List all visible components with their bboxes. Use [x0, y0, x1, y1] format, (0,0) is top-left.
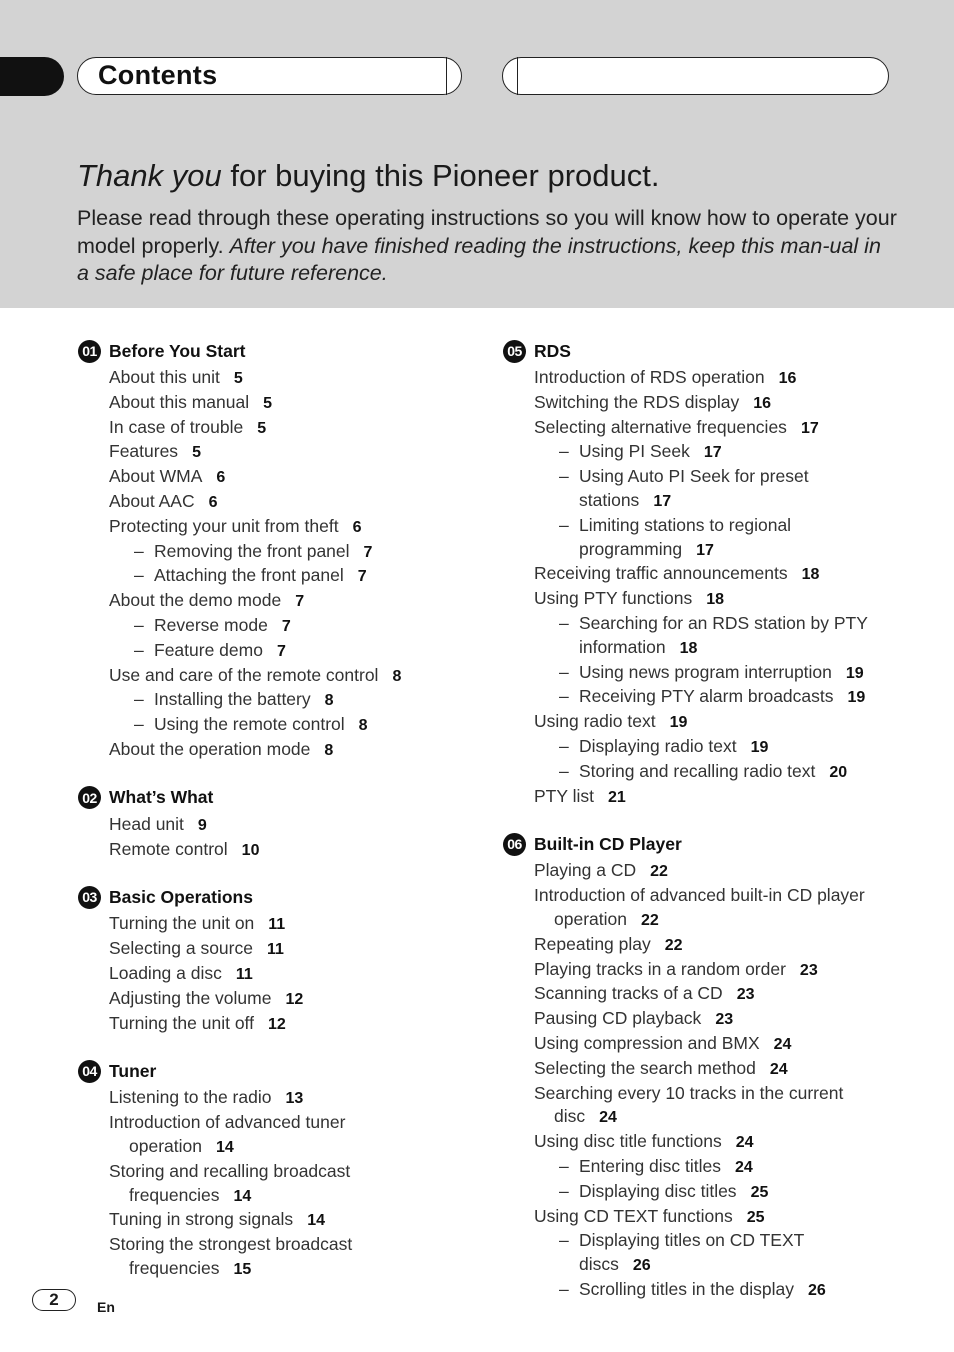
toc-subentry	[78, 713, 478, 738]
page-ref: 25	[750, 1183, 769, 1201]
page-ref: 19	[847, 689, 866, 707]
entry-title: About WMA	[109, 466, 203, 487]
page-ref: 13	[285, 1090, 304, 1108]
toc-subentry	[503, 661, 923, 686]
dash-marker: –	[559, 466, 569, 487]
toc-subentry	[503, 685, 923, 710]
entry-title: Installing the battery	[154, 689, 311, 710]
entry-title: Selecting alternative frequencies	[534, 416, 787, 437]
page-ref: 8	[324, 741, 334, 759]
entry-title: Reverse mode	[154, 614, 268, 635]
entry-title: About the operation mode	[109, 738, 311, 759]
section-heading	[503, 831, 923, 857]
entry-title-wrap: information	[579, 636, 666, 657]
toc-subentry	[78, 688, 478, 713]
toc-section	[503, 338, 923, 809]
entry-title: Listening to the radio	[109, 1087, 272, 1108]
page-ref: 16	[753, 394, 772, 412]
page-ref: 15	[233, 1260, 252, 1278]
entry-title: Limiting stations to regional	[579, 514, 792, 535]
page-ref: 7	[295, 593, 305, 611]
entry-title: About the demo mode	[109, 590, 282, 611]
toc-entry	[78, 1233, 478, 1282]
entry-title-continued	[579, 489, 923, 514]
dash-marker: –	[134, 714, 144, 735]
entry-title-wrap: disc	[554, 1106, 586, 1127]
page-ref: 6	[216, 469, 226, 487]
page-title: Contents	[98, 60, 218, 90]
page-ref: 12	[285, 990, 304, 1008]
toc-subentry	[503, 1278, 923, 1303]
thank-you-italic: Thank you	[77, 158, 222, 193]
page-ref: 24	[735, 1134, 754, 1152]
dash-marker: –	[559, 612, 569, 633]
toc-entry	[78, 1111, 478, 1160]
toc-entry	[503, 1032, 923, 1057]
page-ref: 21	[607, 788, 626, 806]
entry-title: Using news program interruption	[579, 661, 832, 682]
page-ref: 14	[307, 1212, 325, 1230]
dash-marker: –	[559, 1155, 569, 1176]
page-ref: 5	[233, 370, 243, 387]
toc-entry	[78, 937, 478, 962]
toc-entry	[78, 1086, 478, 1111]
entry-title: In case of trouble	[109, 416, 244, 437]
toc-entry	[503, 1205, 923, 1230]
toc-section	[78, 785, 478, 863]
dash-marker: –	[559, 514, 569, 535]
page-ref: 11	[266, 941, 284, 959]
page-ref: 8	[392, 667, 402, 685]
page-ref: 22	[650, 863, 668, 881]
entry-title: PTY list	[534, 785, 594, 806]
page-ref: 8	[358, 717, 368, 735]
entry-title: Turning the unit off	[109, 1012, 254, 1033]
entry-title: Scrolling titles in the display	[579, 1278, 794, 1299]
section-number-badge: 06	[503, 833, 526, 856]
page-ref: 14	[215, 1138, 234, 1156]
page-ref: 6	[208, 493, 218, 511]
page-ref: 11	[235, 965, 253, 983]
entry-title: Attaching the front panel	[154, 565, 344, 586]
page-ref: 26	[632, 1257, 651, 1275]
toc-entry	[503, 785, 923, 810]
toc-entry	[503, 1130, 923, 1155]
toc-entry	[503, 884, 923, 933]
entry-title: About this manual	[109, 391, 250, 412]
entry-title: Pausing CD playback	[534, 1008, 702, 1029]
entry-title: Storing and recalling radio text	[579, 760, 816, 781]
toc-entry	[78, 515, 478, 540]
section-title: Basic Operations	[109, 886, 253, 907]
dash-marker: –	[559, 1180, 569, 1201]
page-ref: 23	[799, 961, 818, 979]
entry-title: Searching every 10 tracks in the current	[534, 1082, 844, 1103]
dash-marker: –	[134, 689, 144, 710]
entry-title: Storing and recalling broadcast	[109, 1160, 351, 1181]
page-ref: 19	[669, 714, 688, 732]
toc-subentry	[503, 465, 923, 514]
entry-title: Using CD TEXT functions	[534, 1205, 733, 1226]
entry-title: About AAC	[109, 490, 195, 511]
page-ref: 18	[706, 591, 725, 609]
entry-title-wrap: programming	[579, 538, 683, 559]
toc-entry	[78, 490, 478, 515]
toc-subentry	[78, 614, 478, 639]
section-number-badge: 05	[503, 340, 526, 363]
section-title: Tuner	[109, 1060, 157, 1081]
toc-entry	[78, 589, 478, 614]
section-title: Built-in CD Player	[534, 833, 682, 854]
entry-title: Displaying disc titles	[579, 1180, 737, 1201]
entry-title: Using PI Seek	[579, 441, 690, 462]
page-ref: 25	[746, 1208, 765, 1226]
section-heading	[78, 884, 478, 910]
toc-left-column	[78, 338, 478, 1304]
entry-title-wrap: stations	[579, 489, 640, 510]
section-title: What’s What	[109, 787, 214, 808]
toc-entry	[78, 1012, 478, 1037]
toc-entry	[503, 859, 923, 884]
toc-entry	[78, 664, 478, 689]
entry-title-wrap: frequencies	[129, 1257, 220, 1278]
toc-entry	[503, 933, 923, 958]
section-heading	[78, 785, 478, 811]
entry-title-wrap: frequencies	[129, 1184, 220, 1205]
entry-title: Introduction of advanced built-in CD player	[534, 885, 865, 906]
entry-title-continued	[579, 1253, 923, 1278]
toc-entry	[78, 366, 478, 391]
toc-entry	[503, 366, 923, 391]
entry-title: Selecting a source	[109, 938, 253, 959]
entry-title-continued	[579, 636, 923, 661]
entry-title: Using radio text	[534, 711, 656, 732]
entry-title: Repeating play	[534, 933, 651, 954]
entry-title: Displaying radio text	[579, 735, 737, 756]
entry-title: Storing the strongest broadcast	[109, 1234, 353, 1255]
dash-marker: –	[559, 1230, 569, 1251]
entry-title: Entering disc titles	[579, 1155, 722, 1176]
page-ref: 14	[233, 1187, 252, 1205]
page-ref: 18	[801, 566, 820, 584]
entry-title: Features	[109, 441, 179, 462]
toc-entry	[503, 416, 923, 441]
page-ref: 5	[192, 444, 201, 462]
section-heading	[503, 338, 923, 364]
section-title: Before You Start	[109, 340, 246, 361]
toc-entry	[78, 440, 478, 465]
intro-paragraph	[77, 205, 897, 288]
toc-entry	[78, 813, 478, 838]
section-heading	[78, 1058, 478, 1084]
page-ref: 5	[263, 394, 272, 412]
entry-title: Receiving PTY alarm broadcasts	[579, 686, 834, 707]
entry-title: Loading a disc	[109, 962, 222, 983]
toc-subentry	[78, 564, 478, 589]
entry-title: Scanning tracks of a CD	[534, 983, 723, 1004]
toc-subentry	[503, 1180, 923, 1205]
entry-title: Using PTY functions	[534, 588, 693, 609]
toc-subentry	[503, 735, 923, 760]
page-ref: 22	[664, 936, 683, 954]
section-number-badge: 04	[78, 1060, 101, 1083]
dash-marker: –	[134, 540, 144, 561]
page-ref: 18	[679, 639, 698, 657]
dash-marker: –	[559, 735, 569, 756]
entry-title: Use and care of the remote control	[109, 664, 379, 685]
page-ref: 10	[241, 841, 260, 859]
section-number-badge: 01	[78, 340, 101, 363]
section-number-badge: 02	[78, 786, 101, 809]
entry-title-wrap: operation	[554, 908, 627, 929]
toc-entry	[503, 958, 923, 983]
page-ref: 8	[324, 692, 334, 710]
entry-title: Removing the front panel	[154, 540, 350, 561]
toc-subentry	[503, 1155, 923, 1180]
entry-title: Playing tracks in a random order	[534, 958, 786, 979]
entry-title-continued	[109, 1135, 478, 1160]
toc-entry	[78, 1208, 478, 1233]
entry-title: Using disc title functions	[534, 1131, 722, 1152]
entry-title: Using the remote control	[154, 714, 345, 735]
page-ref: 16	[778, 370, 797, 387]
page-ref: 7	[357, 568, 367, 586]
toc-entry	[503, 1057, 923, 1082]
page-ref: 20	[829, 763, 848, 781]
toc-entry	[78, 1160, 478, 1209]
dash-marker: –	[559, 686, 569, 707]
entry-title-wrap: discs	[579, 1254, 619, 1275]
entry-title: Turning the unit on	[109, 913, 255, 934]
toc-subentry	[503, 612, 923, 661]
page-ref: 11	[268, 916, 286, 934]
entry-title-continued	[534, 908, 923, 933]
toc-subentry	[78, 540, 478, 565]
section-tab-marker	[0, 57, 64, 96]
toc-entry	[503, 562, 923, 587]
page-ref: 12	[267, 1015, 286, 1033]
entry-title: Head unit	[109, 813, 184, 834]
page-ref: 17	[703, 444, 722, 462]
page-number: 2	[32, 1289, 76, 1311]
toc-entry	[78, 962, 478, 987]
dash-marker: –	[134, 639, 144, 660]
language-code: En	[97, 1299, 115, 1315]
entry-title-continued	[579, 538, 923, 563]
toc-entry	[78, 987, 478, 1012]
entry-title: Remote control	[109, 838, 228, 859]
entry-title: Searching for an RDS station by PTY	[579, 612, 868, 633]
toc-entry	[78, 838, 478, 863]
toc-entry	[78, 912, 478, 937]
section-title: RDS	[534, 340, 571, 361]
toc-right-column	[503, 338, 923, 1325]
entry-title: Introduction of RDS operation	[534, 367, 765, 387]
entry-title: Adjusting the volume	[109, 987, 272, 1008]
thank-you-rest: for buying this Pioneer product.	[221, 158, 660, 193]
page-ref: 6	[352, 518, 362, 536]
dash-marker: –	[559, 1278, 569, 1299]
page-ref: 17	[696, 541, 714, 559]
toc-subentry	[503, 1229, 923, 1278]
toc-entry	[503, 391, 923, 416]
page-ref: 5	[257, 419, 267, 437]
contents-title-box	[77, 57, 462, 95]
toc-subentry	[503, 514, 923, 563]
toc-entry	[78, 391, 478, 416]
toc-entry	[503, 1007, 923, 1032]
toc-subentry	[78, 639, 478, 664]
toc-subentry	[503, 440, 923, 465]
entry-title: Displaying titles on CD TEXT	[579, 1230, 805, 1251]
entry-title: Selecting the search method	[534, 1057, 756, 1078]
toc-entry	[503, 1082, 923, 1131]
entry-title-continued	[109, 1184, 478, 1209]
page-ref: 24	[735, 1158, 753, 1176]
page-ref: 24	[769, 1060, 788, 1078]
entry-title: Using Auto PI Seek for preset	[579, 466, 809, 487]
dash-marker: –	[559, 760, 569, 781]
dash-marker: –	[559, 661, 569, 682]
page-ref: 23	[736, 986, 755, 1004]
entry-title-continued	[109, 1257, 478, 1282]
page-ref: 26	[807, 1281, 826, 1299]
page-ref: 24	[773, 1035, 792, 1053]
entry-title: Feature demo	[154, 639, 263, 660]
dash-marker: –	[134, 565, 144, 586]
page-ref: 23	[715, 1011, 734, 1029]
page-ref: 17	[800, 419, 819, 437]
page-ref: 19	[845, 664, 864, 682]
section-heading	[78, 338, 478, 364]
page-ref: 19	[750, 738, 769, 756]
toc-entry	[78, 416, 478, 441]
dash-marker: –	[559, 441, 569, 462]
dash-marker: –	[134, 614, 144, 635]
entry-title: Receiving traffic announcements	[534, 563, 788, 584]
page-ref: 22	[640, 911, 659, 929]
toc-section	[78, 1058, 478, 1281]
intro-italic: After you have finished reading the instructions, keep this man-ual in a safe place for future reference.	[77, 233, 881, 285]
toc-section	[78, 338, 478, 763]
page-ref: 7	[363, 543, 373, 561]
empty-header-box	[502, 57, 889, 95]
toc-entry	[503, 710, 923, 735]
entry-title: Using compression and BMX	[534, 1032, 760, 1053]
entry-title: Protecting your unit from theft	[109, 515, 339, 536]
entry-title-wrap: operation	[129, 1135, 202, 1156]
toc-section	[78, 884, 478, 1036]
toc-subentry	[503, 760, 923, 785]
page-ref: 24	[599, 1109, 617, 1127]
entry-title-continued	[534, 1105, 923, 1130]
page-ref: 9	[197, 816, 207, 834]
entry-title: Playing a CD	[534, 860, 637, 881]
intro-plain: Please read through these operating instructions so you will know how to operate your model properly.	[77, 206, 897, 258]
page-ref: 17	[653, 492, 672, 510]
page-ref: 7	[281, 617, 291, 635]
page-ref: 7	[276, 642, 286, 660]
toc-entry	[503, 587, 923, 612]
entry-title: Introduction of advanced tuner	[109, 1112, 346, 1133]
section-number-badge: 03	[78, 886, 101, 909]
entry-title: Tuning in strong signals	[109, 1209, 294, 1230]
entry-title: About this unit	[109, 367, 220, 387]
toc-section	[503, 831, 923, 1302]
toc-entry	[503, 982, 923, 1007]
thank-you-heading	[77, 158, 659, 194]
toc-entry	[78, 738, 478, 763]
entry-title: Switching the RDS display	[534, 391, 740, 412]
toc-entry	[78, 465, 478, 490]
